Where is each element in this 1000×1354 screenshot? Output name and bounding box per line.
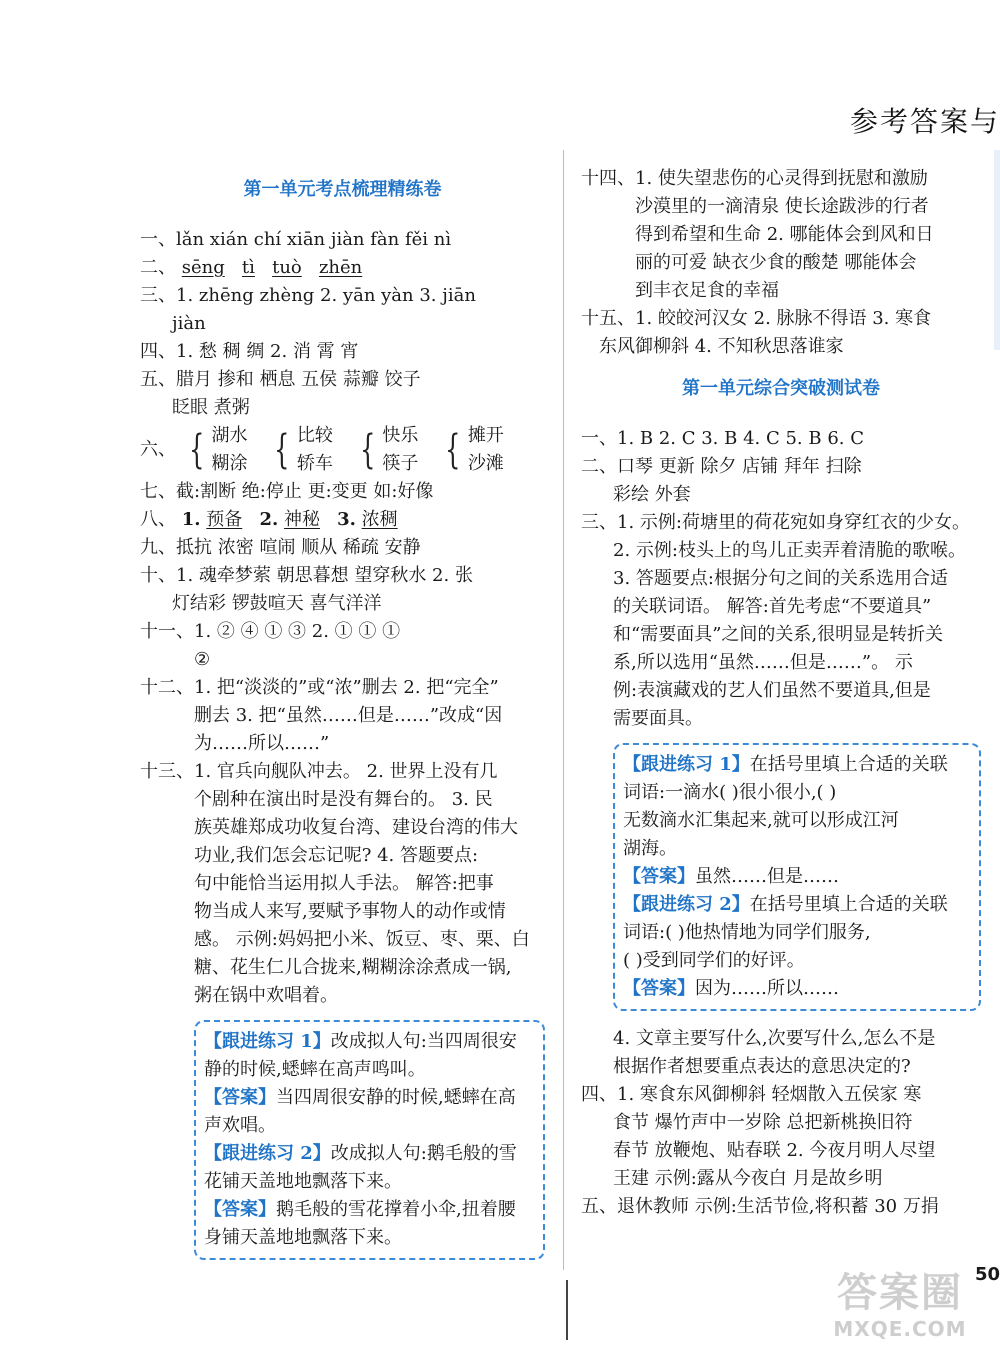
answer-q7 [140,478,545,506]
pinyin-word: tuò [272,257,302,278]
question-number: 一、 [581,428,617,449]
answer-q14 [581,165,981,305]
answer-text: 4. 文章主要写什么,次要写什么,怎么不是 [613,1028,936,1049]
answer-tag: 【答案】 [623,866,695,887]
question-number: 四、 [581,1084,617,1105]
answer-text: 1. 使失望悲伤的心灵得到抚慰和激励 [635,168,928,189]
answer-text: 1. 把“淡淡的”或“浓”删去 2. 把“完全” [194,677,499,698]
answer-text: 糖、花生仁儿合拢来,糊糊涂涂煮成一锅, [194,957,512,978]
watermark-url: MXQE.COM [833,1317,967,1341]
test-answer-3-4 [581,1025,981,1081]
answer-text: 丽的可爱 缺衣少食的酸楚 哪能体会 [635,252,917,273]
page-header: 参考答案与 [849,105,1000,138]
answer-q13 [140,758,545,1010]
pair-word: 沙滩 [467,453,504,474]
answer-text: 沙漠里的一滴清泉 使长途跋涉的行者 [635,196,929,217]
answer-text: 1. 官兵向舰队冲去。 2. 世界上没有几 [194,761,498,782]
practice-text: 在括号里填上合适的关联 [749,754,948,775]
practice-text: 鹅毛般的雪花撑着小伞,扭着腰 [276,1199,516,1220]
answer-text: 彩绘 外套 [613,484,691,505]
pinyin-word: tì [241,257,255,278]
answer-text: 食节 爆竹声中一岁除 总把新桃换旧符 [613,1112,913,1133]
answer-text: 为……所以……” [194,733,330,754]
question-number: 九、 [140,537,176,558]
answer-q3 [140,282,545,338]
answer-text: 王建 示例:露从今夜白 月是故乡明 [613,1168,883,1189]
answer-text: 例:表演藏戏的艺人们虽然不要道具,但是 [613,680,931,701]
answer-text: 物当成人来写,要赋予事物人的动作或情 [194,901,506,922]
practice-text: ( )受到同学们的好评。 [623,950,805,971]
answer-word: 浓稠 [361,509,398,530]
practice-text: 湖海。 [623,838,677,859]
answer-text: lǎn xián chí xiān jiàn fàn fěi nì [176,229,452,250]
section-title: 第一单元考点梳理精练卷 [243,179,442,200]
question-number: 一、 [140,229,176,250]
pinyin-word: sēng [181,257,225,278]
practice-text: 在括号里填上合适的关联 [749,894,948,915]
sub-number: 3. [337,509,356,530]
pinyin-word: zhēn [318,257,363,278]
question-number: 十三、 [140,761,194,782]
answer-text: 退休教师 示例:生活节俭,将积蓄 30 万捐 [617,1196,939,1217]
answer-q6 [140,422,545,478]
watermark-logo [805,1270,995,1350]
question-number: 十、 [140,565,176,586]
pair-word: 筷子 [382,453,419,474]
answer-text: 需要面具。 [613,708,703,729]
test-answer-4 [581,1081,981,1193]
question-number: 四、 [140,341,176,362]
practice-text: 无数滴水汇集起来,就可以形成江河 [623,810,899,831]
answer-text: 的关联词语。 解答:首先考虑“不要道具” [613,596,932,617]
answer-q5 [140,366,545,422]
practice-text: 词语:( )他热情地为同学们服务, [623,922,871,943]
test-answer-3 [581,509,981,733]
page-edge-decoration [994,150,1000,350]
practice-text: 身铺天盖地地飘落下来。 [204,1227,402,1248]
answer-text: 粥在锅中欢唱着。 [194,985,338,1006]
question-number: 二、 [140,257,176,278]
answer-text: 到丰衣足食的幸福 [635,280,779,301]
pair-word: 摊开 [467,425,504,446]
question-number: 五、 [140,369,176,390]
word-pair: { 摊开 沙滩 [440,422,503,478]
answer-text: 系,所以选用“虽然……但是……”。 示 [613,652,913,673]
answer-text: 句中能恰当运用拟人手法。 解答:把事 [194,873,494,894]
answer-text: 根据作者想要重点表达的意思决定的? [613,1056,911,1077]
word-pair: { 湖水 糊涂 [184,422,247,478]
answer-q9 [140,534,545,562]
question-number: 七、 [140,481,176,502]
question-number: 二、 [581,456,617,477]
answer-text: 和“需要面具”之间的关系,很明显是转折关 [613,624,944,645]
practice-tag: 【跟进练习 2】 [204,1143,331,1164]
pair-word: 湖水 [211,425,248,446]
pen-mark [566,1280,568,1340]
right-column [581,165,981,1221]
follow-up-practice-box [613,743,981,1011]
test-answer-1 [581,425,981,453]
section-title: 第一单元综合突破测试卷 [682,378,880,399]
answer-q12 [140,674,545,758]
answer-text: 个剧种在演出时是没有舞台的。 3. 民 [194,789,493,810]
question-number: 三、 [140,285,176,306]
answer-text: 口琴 更新 除夕 店铺 拜年 扫除 [617,456,862,477]
answer-q1 [140,226,545,254]
follow-up-practice-box [194,1020,545,1260]
answer-text: 1. zhēng zhèng 2. yān yàn 3. jiān [176,285,476,306]
question-number: 三、 [581,512,617,533]
pair-word: 轿车 [296,453,333,474]
practice-text: 静的时候,蟋蟀在高声鸣叫。 [204,1059,426,1080]
answer-text: 1. 示例:荷塘里的荷花宛如身穿红衣的少女。 [617,512,970,533]
answer-tag: 【答案】 [204,1087,276,1108]
answer-text: 族英雄郑成功收复台湾、建设台湾的伟大 [194,817,518,838]
answer-word: 神秘 [283,509,320,530]
answer-text: 功业,我们怎会忘记呢? 4. 答题要点: [194,845,479,866]
answer-text: 1. ② ④ ① ③ 2. ① ① ① [194,621,401,642]
practice-text: 词语:一滴水( )很小很小,( ) [623,782,837,803]
word-pair: { 快乐 筷子 [355,422,418,478]
answer-text: 2. 示例:枝头上的鸟儿正卖弄着清脆的歌喉。 [613,540,966,561]
test-answer-5 [581,1193,981,1221]
word-pair: { 比较 轿车 [269,422,332,478]
answer-tag: 【答案】 [623,978,695,999]
practice-text: 声欢唱。 [204,1115,276,1136]
practice-tag: 【跟进练习 1】 [623,754,750,775]
practice-text: 改成拟人句:鹅毛般的雪 [330,1143,517,1164]
practice-text: 当四周很安静的时候,蟋蟀在高 [276,1087,516,1108]
answer-q8 [140,506,545,534]
answer-text: 删去 3. 把“虽然……但是……”改成“因 [194,705,503,726]
answer-text: 春节 放鞭炮、贴春联 2. 今夜月明人尽望 [613,1140,936,1161]
practice-text: 因为……所以…… [695,978,839,999]
sub-number: 2. [259,509,279,530]
answer-text: 抵抗 浓密 喧闹 顺从 稀疏 安静 [176,537,421,558]
answer-tag: 【答案】 [204,1199,276,1220]
answer-text: 1. B 2. C 3. B 4. C 5. B 6. C [617,428,864,449]
answer-word: 预备 [206,509,243,530]
watermark-text: 答案圈 [837,1270,963,1316]
page-number: 50 [974,1264,1000,1285]
pair-word: 糊涂 [211,453,248,474]
answer-text: 灯结彩 锣鼓喧天 喜气洋洋 [172,593,382,614]
answer-text: 3. 答题要点:根据分句之间的关系选用合适 [613,568,948,589]
answer-text: 1. 寒食东风御柳斜 轻烟散入五侯家 寒 [617,1084,922,1105]
answer-text: 得到希望和生命 2. 哪能体会到风和日 [635,224,934,245]
answer-q10 [140,562,545,618]
pair-word: 快乐 [382,425,419,446]
answer-text: 眨眼 煮粥 [172,397,250,418]
answer-text: 截:割断 绝:停止 更:变更 如:好像 [176,481,434,502]
left-column [140,176,545,1274]
answer-q15 [581,305,981,361]
answer-text: jiàn [172,313,206,334]
answer-q2 [140,254,545,282]
answer-text: 东风御柳斜 4. 不知秋思落谁家 [599,336,844,357]
question-number: 六、 [140,439,176,460]
question-number: 八、 [140,509,176,530]
answer-text: 感。 示例:妈妈把小米、饭豆、枣、栗、白 [194,929,530,950]
answer-text: 1. 愁 稠 绸 2. 消 霄 宵 [176,341,359,362]
practice-text: 改成拟人句:当四周很安 [330,1031,517,1052]
practice-text: 花铺天盖地地飘落下来。 [204,1171,402,1192]
practice-tag: 【跟进练习 2】 [623,894,750,915]
question-number: 五、 [581,1196,617,1217]
sub-number: 1. [181,509,201,530]
practice-text: 虽然……但是…… [695,866,839,887]
answer-text: 腊月 掺和 栖息 五侯 蒜瓣 饺子 [176,369,421,390]
answer-text: 1. 魂牵梦萦 朝思暮想 望穿秋水 2. 张 [176,565,473,586]
question-number: 十四、 [581,168,635,189]
question-number: 十五、 [581,308,635,329]
question-number: 十二、 [140,677,194,698]
answer-q11 [140,618,545,674]
answer-text: 1. 皎皎河汉女 2. 脉脉不得语 3. 寒食 [635,308,932,329]
answer-q4 [140,338,545,366]
practice-tag: 【跟进练习 1】 [204,1031,331,1052]
column-divider [563,150,564,1270]
question-number: 十一、 [140,621,194,642]
pair-word: 比较 [296,425,333,446]
answer-text: ② [194,649,211,670]
test-answer-2 [581,453,981,509]
